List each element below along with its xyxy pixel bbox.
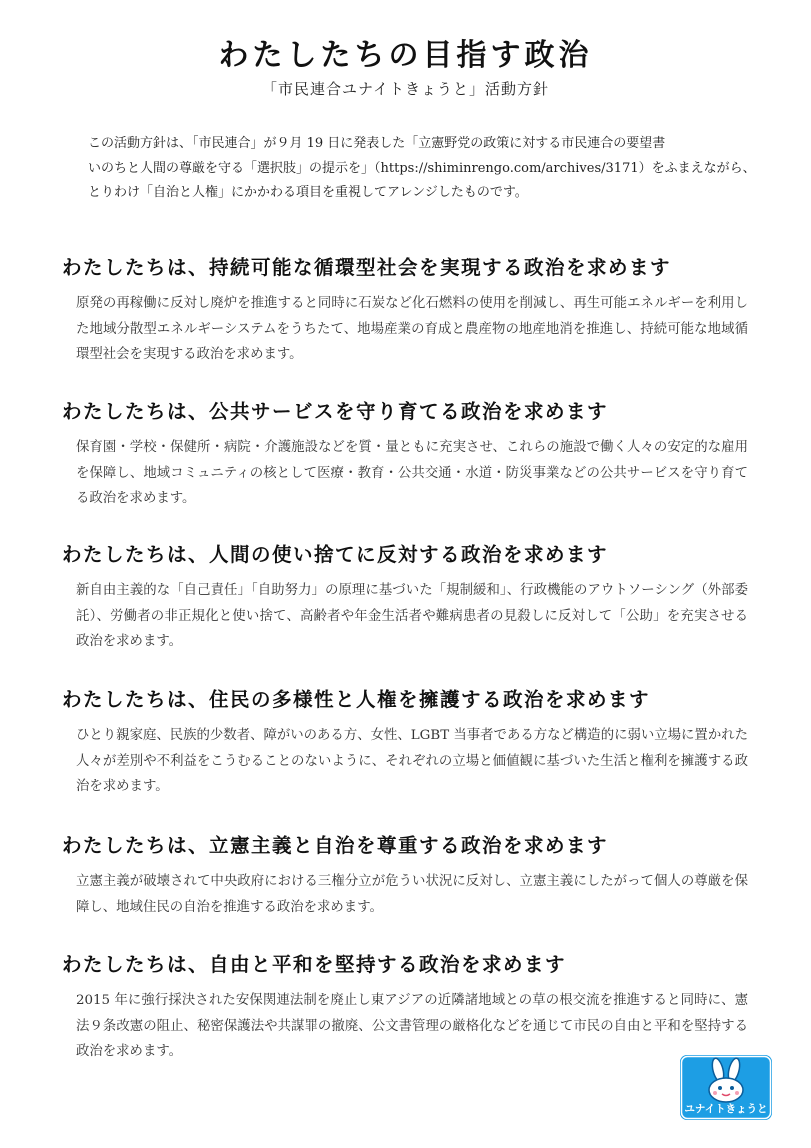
policy-section-diversity-rights [62, 685, 762, 800]
section-body: 2015 年に強行採決された安保関連法制を廃止し東アジアの近隣諸地域との草の根交流を推進すると同時に、憲法９条改憲の阻止、秘密保護法や共謀罪の撤廃、公文書管理の厳格化などを通じて市民の自由と平和を堅持する政治を求めます。 [76, 993, 748, 1059]
section-heading: わたしたちは、公共サービスを守り育てる政治を求めます [62, 400, 609, 423]
policy-section-public-services [62, 397, 762, 512]
section-heading: わたしたちは、人間の使い捨てに反対する政治を求めます [62, 543, 609, 566]
intro-line: この活動方針は、「市民連合」が９月 19 日に発表した「立憲野党の政策に対する市民連合の要望書 [88, 136, 666, 151]
intro-line: いのちと人間の尊厳を守る「選択肢」の提示を」（https://shiminrengo.com/archives/3171）をふまえながら、 [88, 160, 756, 176]
intro-paragraph [88, 132, 758, 206]
policy-section-constitutionalism [62, 831, 762, 920]
section-body: 原発の再稼働に反対し廃炉を推進すると同時に石炭など化石燃料の使用を削減し、再生可能エネルギーを利用した地域分散型エネルギーシステムをうちたて、地場産業の育成と農産物の地産地消を推進し、持続可能な地域循環型社会を実現する政治を求めます。 [76, 296, 748, 362]
section-heading: わたしたちは、持続可能な循環型社会を実現する政治を求めます [62, 256, 672, 279]
section-body: 新自由主義的な「自己責任」「自助努力」の原理に基づいた「規制緩和」、行政機能のアウトソーシング（外部委託）、労働者の非正規化と使い捨て、高齢者や年金生活者や難病患者の見殺しに反対して「公助」を充実させる政治を求めます。 [76, 583, 748, 649]
intro-line: とりわけ「自治と人権」にかかわる項目を重視してアレンジしたものです。 [88, 185, 528, 200]
section-body: 保育園・学校・保健所・病院・介護施設などを質・量ともに充実させ、これらの施設で働く人々の安定的な雇用を保障し、地域コミュニティの核として医療・教育・公共交通・水道・防災事業などの公共サービスを守り育てる政治を求めます。 [76, 440, 748, 506]
unite-kyoto-logo [680, 1055, 772, 1120]
section-heading: わたしたちは、自由と平和を堅持する政治を求めます [62, 953, 567, 976]
section-heading: わたしたちは、立憲主義と自治を尊重する政治を求めます [62, 834, 609, 857]
policy-section-against-disposability [62, 540, 762, 655]
section-heading: わたしたちは、住民の多様性と人権を擁護する政治を求めます [62, 688, 651, 711]
page-title: わたしたちの目指す政治 [218, 38, 593, 73]
section-body: 立憲主義が破壊されて中央政府における三権分立が危うい状況に反対し、立憲主義にしたがって個人の尊厳を保障し、地域住民の自治を推進する政治を求めます。 [76, 874, 748, 915]
page-subtitle: 「市民連合ユナイトきょうと」活動方針 [262, 80, 549, 98]
logo-text: ユナイトきょうと [684, 1103, 768, 1115]
section-body: ひとり親家庭、民族的少数者、障がいのある方、女性、LGBT 当事者である方など構造的に弱い立場に置かれた人々が差別や不利益をこうむることのないように、それぞれの立場と価値観に基づいた生活と権利を擁護する政治を求めます。 [76, 728, 748, 794]
policy-section-sustainable-society [62, 253, 762, 368]
policy-section-freedom-peace [62, 950, 762, 1065]
